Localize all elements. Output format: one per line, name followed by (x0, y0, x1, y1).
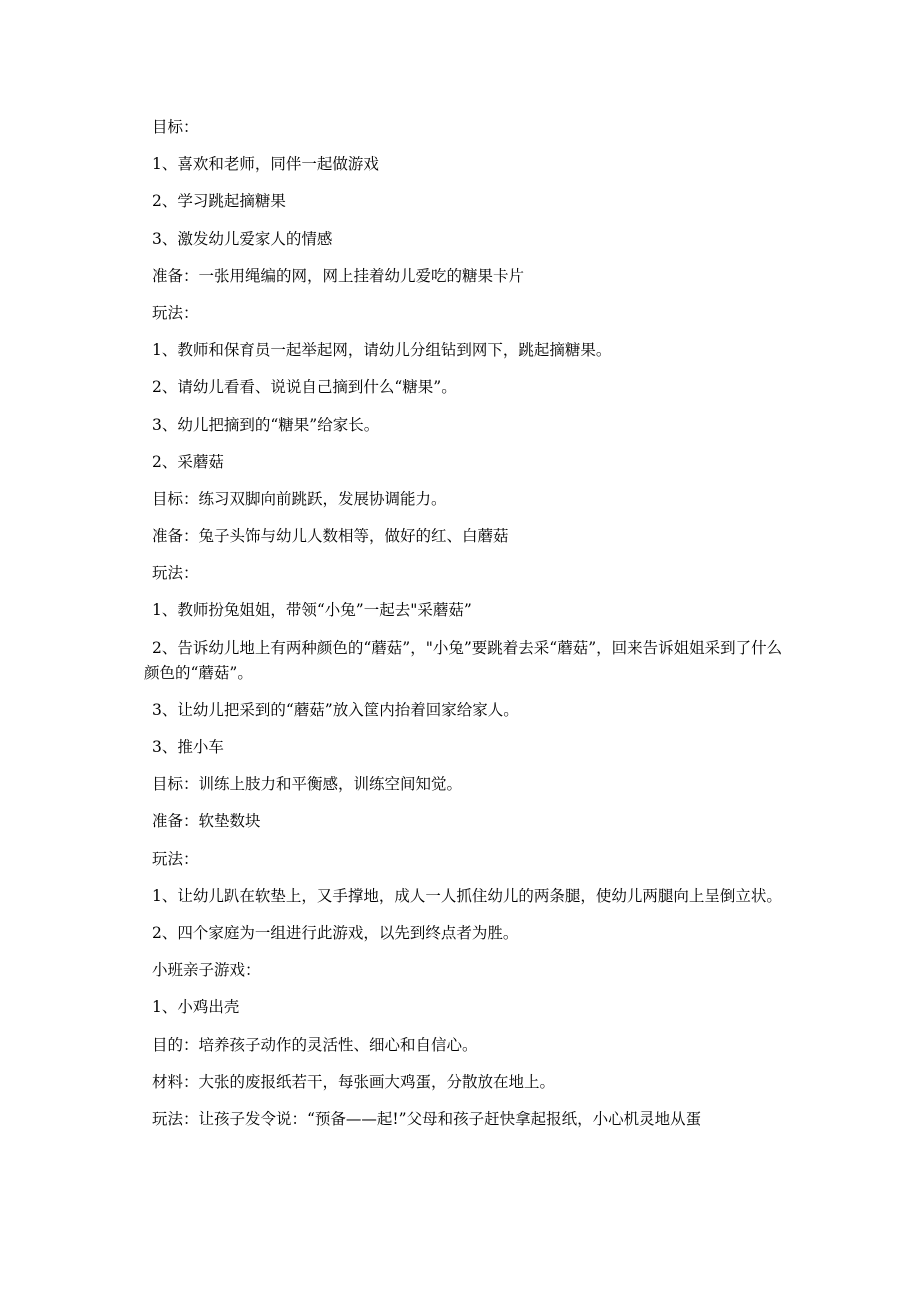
paragraph: 1、教师和保育员一起举起网，请幼儿分组钻到网下，跳起摘糖果。 (152, 341, 612, 360)
document-body (144, 115, 792, 1144)
paragraph: 玩法：让孩子发令说：“预备——起!”父母和孩子赶快拿起报纸，小心机灵地从蛋 (152, 1109, 702, 1128)
paragraph: 目标：练习双脚向前跳跃，发展协调能力。 (152, 489, 447, 508)
paragraph: 目标：训练上肢力和平衡感，训练空间知觉。 (152, 775, 463, 794)
paragraph: 2、告诉幼儿地上有两种颜色的“蘑菇”，"小兔”要跳着去采“蘑菇”，回来告诉姐姐采到了什么颜色的“蘑菇”。 (144, 638, 783, 682)
paragraph: 1、让幼儿趴在软垫上，又手撑地，成人一人抓住幼儿的两条腿，使幼儿两腿向上呈倒立状。 (152, 886, 782, 905)
section-heading-goal: 目标： (152, 118, 199, 136)
paragraph: 2、学习跳起摘糖果 (152, 192, 286, 211)
paragraph: 目的：培养孩子动作的灵活性、细心和自信心。 (152, 1035, 478, 1054)
section-heading-play: 玩法： (152, 564, 199, 583)
game-title: 2、采蘑菇 (152, 452, 224, 471)
paragraph: 准备：兔子头饰与幼儿人数相等，做好的红、白蘑菇 (152, 527, 509, 546)
paragraph: 1、教师扮兔姐姐，带领“小兔”一起去"采蘑菇” (152, 601, 472, 620)
paragraph: 2、四个家庭为一组进行此游戏，以先到终点者为胜。 (152, 923, 519, 942)
game-title: 3、推小车 (152, 738, 224, 756)
game-title: 1、小鸡出壳 (152, 998, 240, 1017)
paragraph: 材料：大张的废报纸若干，每张画大鸡蛋，分散放在地上。 (152, 1072, 556, 1091)
paragraph: 2、请幼儿看看、说说自己摘到什么“糖果”。 (152, 378, 457, 397)
paragraph: 1、喜欢和老师，同伴一起做游戏 (152, 155, 379, 174)
paragraph: 3、幼儿把摘到的“糖果”给家长。 (152, 415, 380, 434)
section-heading-play: 玩法： (152, 303, 199, 322)
paragraph: 3、激发幼儿爱家人的情感 (152, 229, 333, 248)
paragraph: 准备：软垫数块 (152, 812, 261, 831)
paragraph: 3、让幼儿把采到的“蘑菇”放入筐内抬着回家给家人。 (152, 700, 519, 719)
paragraph: 准备：一张用绳编的网，网上挂着幼儿爱吃的糖果卡片 (152, 266, 525, 285)
section-heading: 小班亲子游戏： (152, 961, 261, 980)
section-heading-play: 玩法： (152, 849, 199, 868)
